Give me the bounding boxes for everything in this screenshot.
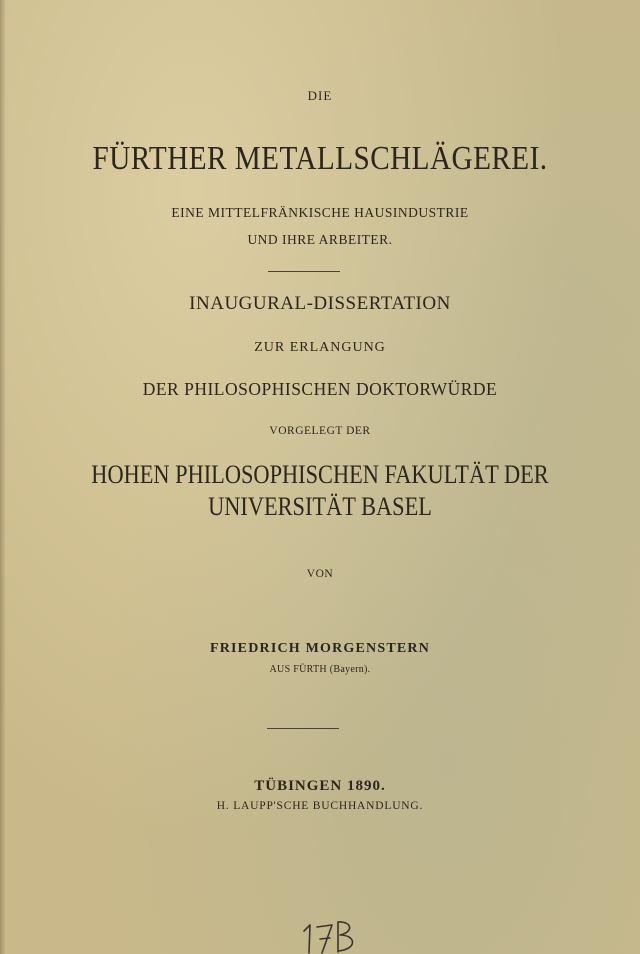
publisher: H. LAUPP'SCHE BUCHHANDLUNG. — [216, 800, 424, 812]
faculty-line-1: HOHEN PHILOSOPHISCHEN FAKULTÄT DER — [91, 460, 549, 489]
handwritten-shelfmark — [300, 917, 364, 954]
purpose-line: ZUR ERLANGUNG — [254, 340, 386, 355]
degree-line: DER PHILOSOPHISCHEN DOKTORWÜRDE — [142, 379, 498, 399]
divider-rule-top — [268, 271, 340, 272]
by-line: VON — [306, 568, 334, 580]
dissertation-label: INAUGURAL-DISSERTATION — [189, 293, 451, 314]
faculty-line-2: UNIVERSITÄT BASEL — [208, 492, 432, 521]
author-origin: AUS FÜRTH (Bayern). — [269, 664, 371, 675]
subtitle-line-1: EINE MITTELFRÄNKISCHE HAUSINDUSTRIE — [171, 205, 469, 220]
place-year: TÜBINGEN 1890. — [254, 778, 386, 794]
subtitle-line-2: UND IHRE ARBEITER. — [247, 232, 393, 247]
author-name: FRIEDRICH MORGENSTERN — [209, 641, 431, 656]
divider-rule-bottom — [267, 728, 339, 729]
submitted-to-line: VORGELEGT DER — [269, 425, 371, 437]
pretitle: DIE — [307, 88, 333, 103]
main-title: FÜRTHER METALLSCHLÄGEREI. — [92, 140, 548, 177]
